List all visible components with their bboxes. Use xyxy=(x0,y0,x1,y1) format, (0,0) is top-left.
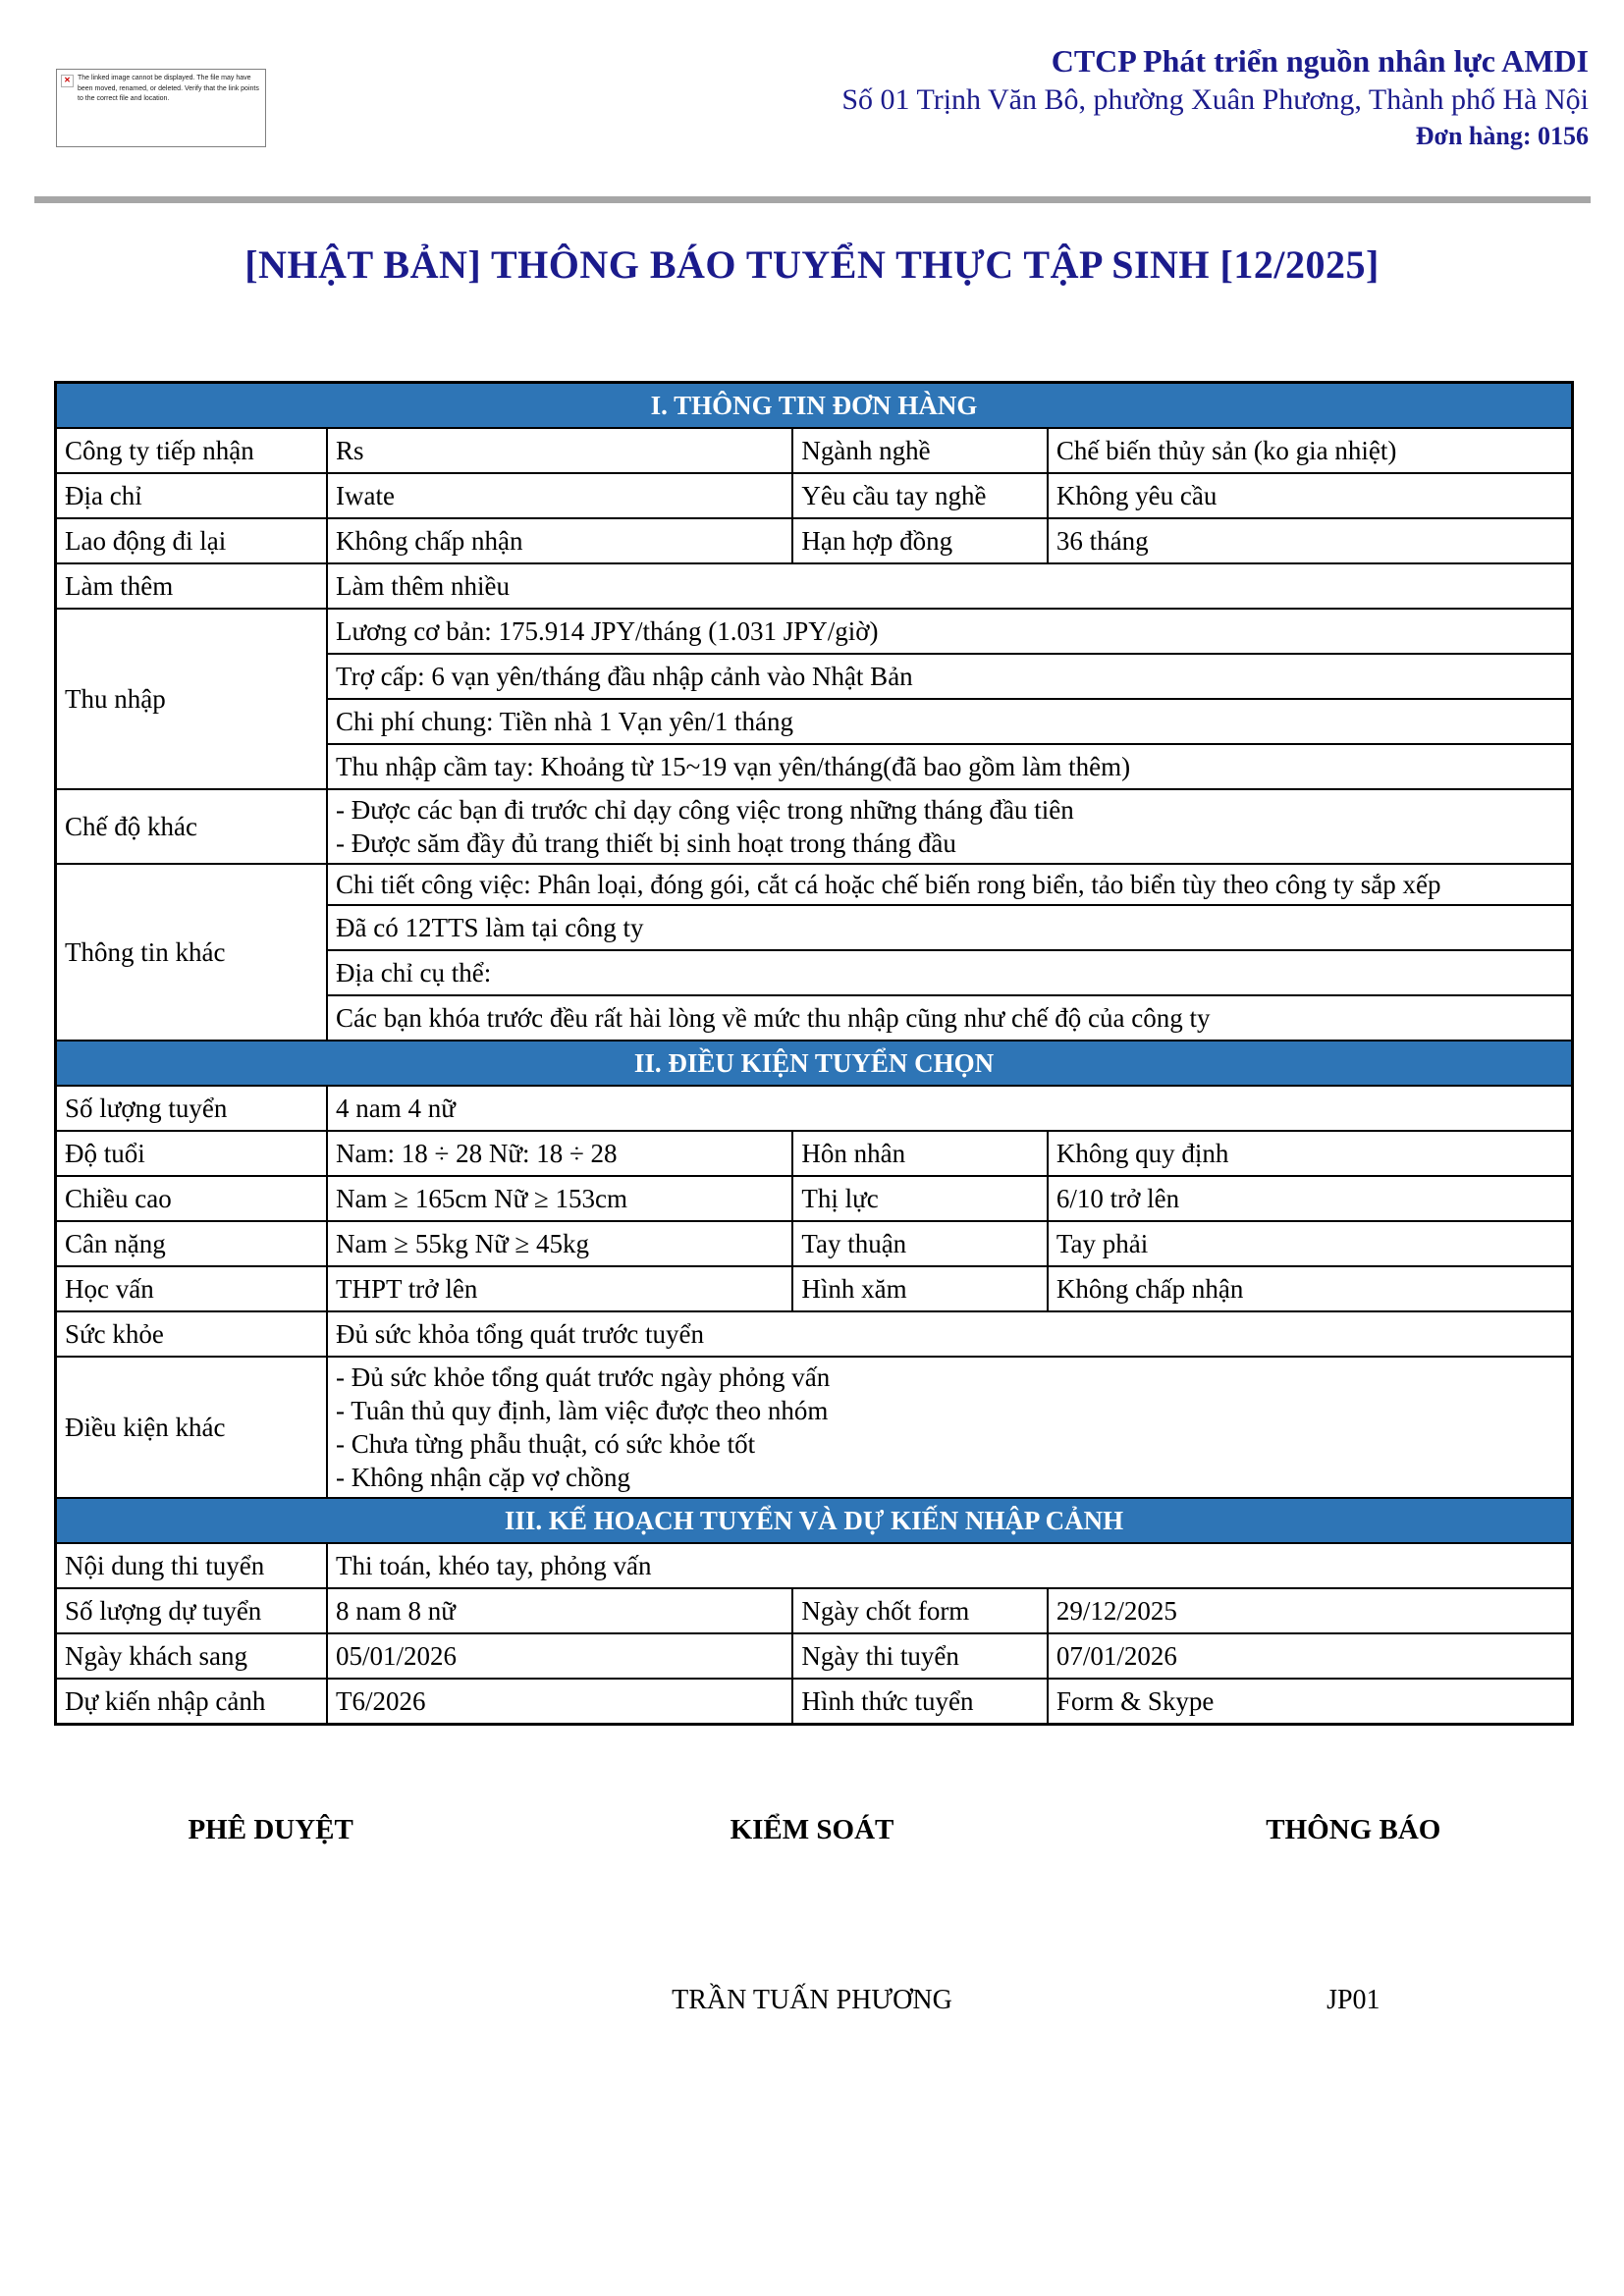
cell-line: - Chưa từng phẫu thuật, có sức khỏe tốt xyxy=(336,1429,756,1459)
row-label: Yêu cầu tay nghề xyxy=(792,473,1048,518)
row-label: Ngày khách sang xyxy=(56,1633,328,1679)
row-label: Học vấn xyxy=(56,1266,328,1311)
signature-name-row xyxy=(0,1985,1624,2016)
cell-value: Form & Skype xyxy=(1048,1679,1573,1725)
cell-value: Nam ≥ 55kg Nữ ≥ 45kg xyxy=(327,1221,792,1266)
row-label: Hình xăm xyxy=(792,1266,1048,1311)
section-header-3: III. KẾ HOẠCH TUYỂN VÀ DỰ KIẾN NHẬP CẢNH xyxy=(56,1498,1573,1543)
row-label: Ngày thi tuyển xyxy=(792,1633,1048,1679)
cell-value: Làm thêm nhiều xyxy=(327,563,1572,609)
header-divider xyxy=(34,196,1591,203)
cell-value: Không chấp nhận xyxy=(327,518,792,563)
row-label: Thông tin khác xyxy=(56,864,328,1041)
order-number: Đơn hàng: 0156 xyxy=(1415,122,1589,150)
row-label: Hôn nhân xyxy=(792,1131,1048,1176)
signer-code: JP01 xyxy=(1326,1985,1380,2015)
row-label: Làm thêm xyxy=(56,563,328,609)
cell-value: Tay phải xyxy=(1048,1221,1573,1266)
company-address: Số 01 Trịnh Văn Bô, phường Xuân Phương, Thành phố Hà Nội xyxy=(841,83,1589,116)
cell-value: Không chấp nhận xyxy=(1048,1266,1573,1311)
row-label: Điều kiện khác xyxy=(56,1357,328,1498)
row-label: Hạn hợp đồng xyxy=(792,518,1048,563)
cell-value: 05/01/2026 xyxy=(327,1633,792,1679)
broken-image-icon: ✕ xyxy=(61,75,74,87)
cell-value: T6/2026 xyxy=(327,1679,792,1725)
cell-value: Chế biến thủy sản (ko gia nhiệt) xyxy=(1048,428,1573,473)
cell-value: 36 tháng xyxy=(1048,518,1573,563)
signature-approve: PHÊ DUYỆT xyxy=(188,1814,353,1845)
signature-announce: THÔNG BÁO xyxy=(1266,1814,1441,1845)
cell-line: - Được săm đầy đủ trang thiết bị sinh hoạt trong tháng đầu xyxy=(336,828,956,858)
row-label: Số lượng dự tuyển xyxy=(56,1588,328,1633)
cell-value: 07/01/2026 xyxy=(1048,1633,1573,1679)
broken-image-placeholder xyxy=(56,69,266,147)
cell-value: Nam ≥ 165cm Nữ ≥ 153cm xyxy=(327,1176,792,1221)
cell-value: Không quy định xyxy=(1048,1131,1573,1176)
cell-value: Địa chỉ cụ thể: xyxy=(327,950,1572,995)
letterhead xyxy=(841,41,1589,153)
signature-row xyxy=(0,1814,1624,1846)
row-label: Chế độ khác xyxy=(56,789,328,864)
cell-value: Các bạn khóa trước đều rất hài lòng về mức thu nhập cũng như chế độ của công ty xyxy=(327,995,1572,1041)
row-label: Chiều cao xyxy=(56,1176,328,1221)
cell-value: Thi toán, khéo tay, phỏng vấn xyxy=(327,1543,1572,1588)
cell-value: 8 nam 8 nữ xyxy=(327,1588,792,1633)
row-label: Ngành nghề xyxy=(792,428,1048,473)
row-label: Sức khỏe xyxy=(56,1311,328,1357)
row-label: Địa chỉ xyxy=(56,473,328,518)
cell-line: - Tuân thủ quy định, làm việc được theo nhóm xyxy=(336,1396,829,1425)
section-header-2: II. ĐIỀU KIỆN TUYỂN CHỌN xyxy=(56,1041,1573,1086)
cell-value: Chi phí chung: Tiền nhà 1 Vạn yên/1 tháng xyxy=(327,699,1572,744)
cell-value xyxy=(327,1357,1572,1498)
cell-value: Nam: 18 ÷ 28 Nữ: 18 ÷ 28 xyxy=(327,1131,792,1176)
cell-value: Trợ cấp: 6 vạn yên/tháng đầu nhập cảnh vào Nhật Bản xyxy=(327,654,1572,699)
cell-value: Không yêu cầu xyxy=(1048,473,1573,518)
cell-value: Lương cơ bản: 175.914 JPY/tháng (1.031 JPY/giờ) xyxy=(327,609,1572,654)
cell-line: - Không nhận cặp vợ chồng xyxy=(336,1463,630,1492)
cell-value xyxy=(327,789,1572,864)
section-header-1: I. THÔNG TIN ĐƠN HÀNG xyxy=(56,383,1573,429)
cell-line: - Được các bạn đi trước chỉ dạy công việc trong những tháng đầu tiên xyxy=(336,795,1074,825)
cell-value: 29/12/2025 xyxy=(1048,1588,1573,1633)
row-label: Cân nặng xyxy=(56,1221,328,1266)
row-label: Tay thuận xyxy=(792,1221,1048,1266)
cell-value: Đủ sức khỏa tổng quát trước tuyển xyxy=(327,1311,1572,1357)
row-label: Hình thức tuyển xyxy=(792,1679,1048,1725)
page-title: [NHẬT BẢN] THÔNG BÁO TUYỂN THỰC TẬP SINH [12/2025] xyxy=(244,242,1380,287)
signature-control: KIỂM SOÁT xyxy=(730,1814,894,1845)
row-label: Công ty tiếp nhận xyxy=(56,428,328,473)
row-label: Thị lực xyxy=(792,1176,1048,1221)
signer-name: TRẦN TUẤN PHƯƠNG xyxy=(672,1985,952,2015)
cell-value: Thu nhập cầm tay: Khoảng từ 15~19 vạn yên/tháng(đã bao gồm làm thêm) xyxy=(327,744,1572,789)
signature-empty xyxy=(0,1985,541,2016)
cell-value: Chi tiết công việc: Phân loại, đóng gói, cắt cá hoặc chế biến rong biển, tảo biển tùy theo công ty sắp xếp xyxy=(327,864,1572,905)
broken-image-text: The linked image cannot be displayed. The file may have been moved, renamed, or deleted. Verify that the link points to the correct file and location. xyxy=(78,75,259,102)
cell-value: Rs xyxy=(327,428,792,473)
row-label: Số lượng tuyển xyxy=(56,1086,328,1131)
row-label: Nội dung thi tuyển xyxy=(56,1543,328,1588)
cell-value: Đã có 12TTS làm tại công ty xyxy=(327,905,1572,950)
company-name: CTCP Phát triển nguồn nhân lực AMDI xyxy=(1051,43,1589,79)
row-label: Dự kiến nhập cảnh xyxy=(56,1679,328,1725)
row-label: Lao động đi lại xyxy=(56,518,328,563)
recruitment-table xyxy=(54,381,1574,1726)
cell-value: THPT trở lên xyxy=(327,1266,792,1311)
cell-line: - Đủ sức khỏe tổng quát trước ngày phỏng vấn xyxy=(336,1362,831,1392)
cell-value: 4 nam 4 nữ xyxy=(327,1086,1572,1131)
cell-value: 6/10 trở lên xyxy=(1048,1176,1573,1221)
row-label: Ngày chốt form xyxy=(792,1588,1048,1633)
row-label: Thu nhập xyxy=(56,609,328,789)
row-label: Độ tuổi xyxy=(56,1131,328,1176)
cell-value: Iwate xyxy=(327,473,792,518)
